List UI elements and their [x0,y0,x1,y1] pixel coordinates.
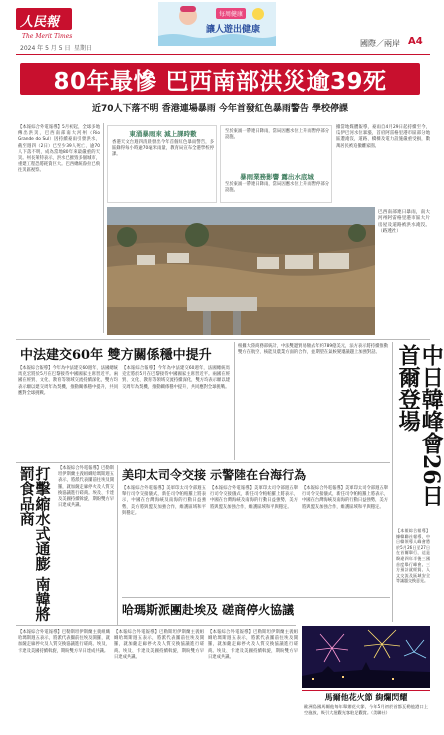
section-name: 國際／兩岸 [360,39,400,48]
main-headline-text: 80年最慘 巴西南部洪災逾39死 [53,68,387,95]
south-korea-headline [18,466,54,624]
indo-pacific-body-1: 【本報綜合外電報導】美軍印太司令部週五舉行司令交接儀式，新任司令帕帕羅上將表示，中國在台灣海峽及南海的行動日益強勢，美方將與盟友加強合作，維護區域和平與穩定。 [122,486,206,516]
issue-weekday: 星期日 [74,45,93,52]
fireworks-caption: 歐洲島國馬爾他每年舉辦花火節，今年5月初於首都瓦勒他港口上空施放，吸引大批觀光客駐足觀賞。（美聯社） [304,704,428,715]
newspaper-name-en: The Merit Times [22,33,73,40]
hk-box-title-2: 暴雨業務影響 露出水底城 [240,173,314,181]
lead-article-col-1: 【本報綜合外電報導】5月初起，全球多地傳出洪災，巴西南部南大河州（Rio Grande do Sul）因持續豪雨引發洪水，截至週四（2日）已至少39人死亡、逾70人下落不明，成為當地80年來最嚴重的天災。州長萊特表示，洪水已摧毀多個城市，重建工程恐將耗資巨大。巴西總統魯拉已飛往災區視察。 [18,125,100,174]
fireworks-photo [302,626,430,688]
hamas-body-1: 【本報綜合外電報導】巴勒斯坦伊斯蘭主義組織哈瑪斯週五表示，將派代表團前往埃及開羅，就加薩走廊停火及人質交換協議進行磋商。埃及、卡達及美國持續斡旋，期盼雙方早日達成共識。 [18,630,110,654]
newspaper-name: 人民報 [20,15,60,30]
health-advert [158,2,276,46]
sub-headline: 近70人下落不明 香港連場暴雨 今年首發紅色暴雨警告 學校停課 [92,104,348,114]
advert-tag: 每周健康 [216,8,246,19]
hamas-body-3: 【本報綜合外電報導】巴勒斯坦伊斯蘭主義組織哈瑪斯週五表示，將派代表團前往埃及開羅，就加薩走廊停火及人質交換協議進行磋商。埃及、卡達及美國持續斡旋，期盼雙方早日達成共識。 [208,630,298,660]
indo-pacific-body-2: 【本報綜合外電報導】美軍印太司令部週五舉行司令交接儀式，新任司令帕帕羅上將表示，中國在台灣海峽及南海的行動日益強勢，美方將與盟友加強合作，維護區域和平與穩定。 [210,486,298,510]
south-korea-headline-text: 打擊縮水式通膨 南韓將罰食品商 [17,466,52,622]
hk-box-title-1: 東涌暴雨來 減上課時數 [129,130,197,138]
masthead [0,0,440,56]
sino-french-body-2: 【本報綜合報導】今年為中法建交60週年，法國總統馬克宏將於5月在巴黎接待中國國家主席習近平。兩國在經貿、文化、教育等領域交流持續深化，雙方均表示願以建交周年為契機，推動關係穩中提升，共同應對全球挑戰。 [122,366,230,390]
main-headline [20,63,420,95]
south-korea-body: 【本報綜合外電報導】巴勒斯坦伊斯蘭主義組織哈瑪斯週五表示，將派代表團前往埃及開羅，就加薩走廊停火及人質交換協議進行磋商。埃及、卡達及美國持續斡旋，期盼雙方早日達成共識。 [58,466,114,509]
hk-box-2-body: 至於東涌一帶連日降雨，當局因應水位上升而暫停部分設施。 [225,129,329,141]
indo-pacific-headline: 美印太司令交接 示警陸在台海行為 [122,468,307,482]
flood-photo-caption: 巴西南部連日暴雨，南大河州阿雷格里港市區大片房屋及道路被洪水淹沒。（路透社） [378,210,430,235]
page-number: A4 [408,36,423,47]
hamas-headline: 哈瑪斯派團赴埃及 磋商停火協議 [122,603,295,617]
sino-french-headline: 中法建交60年 雙方關係穩中提升 [20,348,212,363]
issue-date: 2024 年 5 月 5 日 [20,45,71,52]
newspaper-logo [16,8,72,30]
summit-headline-text: 中日韓峰會26日首爾登場 [395,344,444,507]
fireworks-image [302,626,430,688]
summit-headline [395,344,444,524]
lead-article-col-4: 據當地媒體報導，豪雨自4月29日起持續至今，瓜伊巴河水位暴漲，首府阿雷格里港市區部分地區遭淹沒，道路、橋樑及電力設施嚴重受損，數萬居民被迫撤離家園。 [336,125,430,149]
hk-box-2 [220,125,332,203]
fireworks-title: 馬爾他花火節 絢爛閃耀 [324,693,408,702]
advert-line: 讓人遊出健康 [206,25,261,35]
summit-body: 【本報綜合報導】據韓聯社報導，中日韓領導人峰會將於5月26日至27日在首爾舉行，這是睽違四年半後三國首度舉行峰會。三方預計就經貿、人文交流及區域安全等議題交換意見。 [396,528,430,584]
flood-photo [107,207,375,335]
indo-pacific-body-3: 【本報綜合外電報導】美軍印太司令部週五舉行司令交接儀式，新任司令帕帕羅上將表示，中國在台灣海峽及南海的行動日益強勢，美方將與盟友加強合作，維護區域和平與穩定。 [302,486,388,510]
hk-rain-box [107,125,217,203]
hk-box-body: 香港天文台週四清晨發出今年首個紅色暴雨警告，多區錄得每小時逾70毫米雨量，教育局宣布全港學校停課。 [112,140,214,158]
sino-french-body: 【本報綜合報導】今年為中法建交60週年，法國總統馬克宏將於5月在巴黎接待中國國家主席習近平。兩國在經貿、文化、教育等領域交流持續深化，雙方均表示願以建交周年為契機，推動關係穩中提升，共同應對全球挑戰。 [18,366,118,396]
flood-photo-image [107,207,375,335]
hk-box-2-tail: 至於東涌一帶連日降雨，當局因應水位上升而暫停部分設施。 [225,182,329,194]
hamas-body-2: 【本報綜合外電報導】巴勒斯坦伊斯蘭主義組織哈瑪斯週五表示，將派代表團前往埃及開羅，就加薩走廊停火及人質交換協議進行磋商。埃及、卡達及美國持續斡旋，期盼雙方早日達成共識。 [114,630,204,660]
mid-right-body: 根據大陸商務部統計，中法雙邊貿易額去年約789億美元，法方表示將持續推動雙方在航空、核能及農業方面的合作，並期望在氣候變遷議題上加強對話。 [238,344,388,356]
